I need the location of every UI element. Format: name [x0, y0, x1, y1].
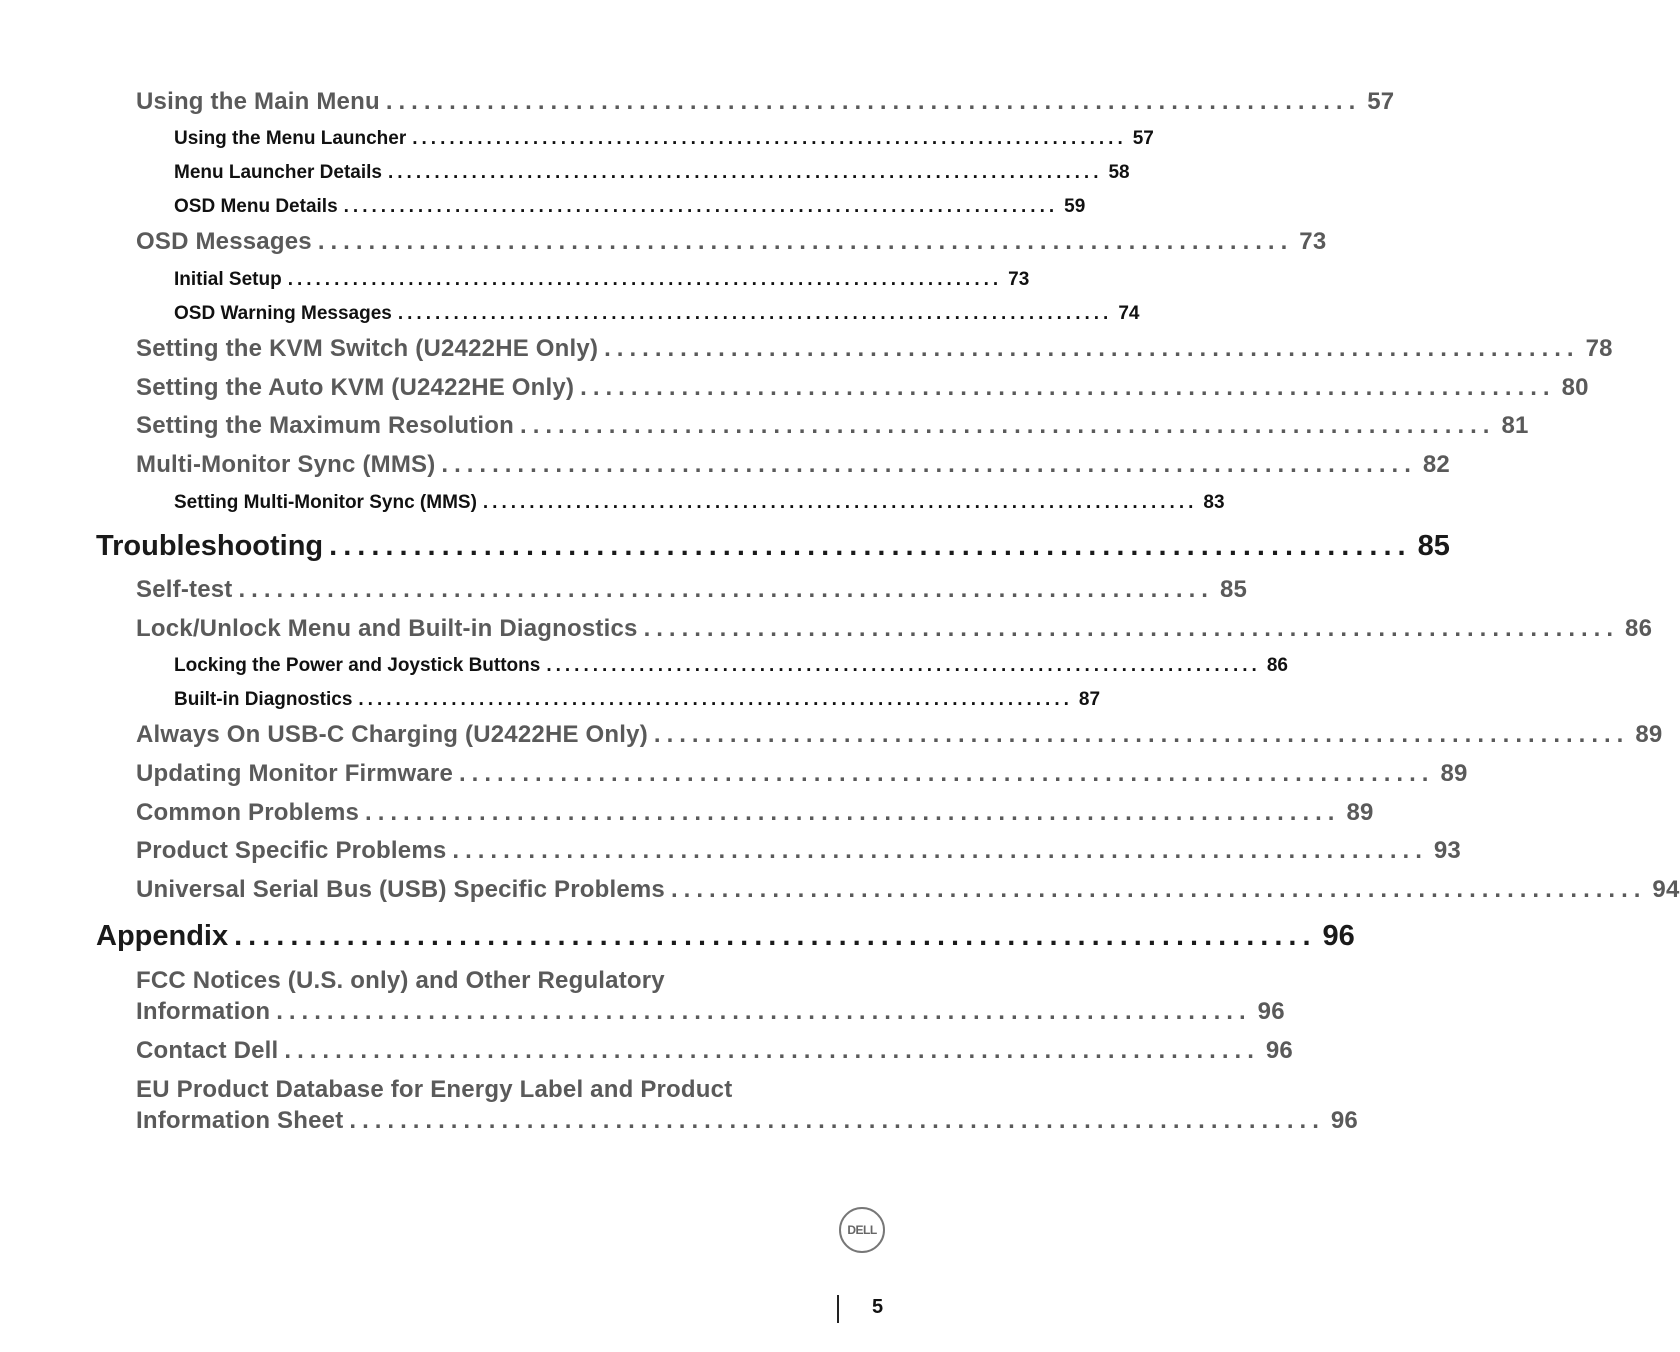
toc-entry-title: Initial Setup [174, 269, 282, 290]
toc-entry-title-line1[interactable]: EU Product Database for Energy Label and Product [136, 1076, 733, 1103]
dot-leader: ............................................................................. [317, 228, 1294, 255]
dot-leader: ............................................................................. [653, 721, 1630, 748]
toc-entry-title: OSD Menu Details [174, 196, 338, 217]
toc-entry-page: 96 [1265, 1037, 1293, 1064]
toc-entry-page: 96 [1322, 920, 1355, 952]
toc-entry[interactable] [174, 196, 1086, 218]
toc-entry-title: Multi-Monitor Sync (MMS) [136, 451, 436, 478]
toc-entry-page: 87 [1078, 689, 1101, 710]
dot-leader: ............................................................................. [349, 1107, 1325, 1134]
toc-entry[interactable] [174, 655, 1288, 677]
dot-leader: ............................................................................. [643, 615, 1620, 642]
toc-entry[interactable] [136, 412, 1529, 440]
toc-entry-title: OSD Messages [136, 228, 312, 255]
toc-entry[interactable] [136, 760, 1468, 788]
dot-leader: ............................................................................. [546, 655, 1261, 676]
toc-entry[interactable] [136, 837, 1461, 865]
toc-entry-page: 83 [1203, 492, 1225, 513]
toc-entry-title: Setting the Auto KVM (U2422HE Only) [136, 374, 575, 401]
dot-leader: ............................................................................. [441, 451, 1417, 478]
toc-entry-page: 86 [1625, 615, 1653, 642]
toc-entry-title: Built-in Diagnostics [174, 689, 353, 710]
toc-entry-title: Troubleshooting [96, 530, 324, 562]
dell-logo: DELL [839, 1207, 885, 1253]
footer-separator [837, 1295, 839, 1323]
dot-leader: ............................................................................. [397, 303, 1113, 324]
dot-leader: ............................................................................. [234, 920, 1317, 952]
toc-entry-page: 58 [1108, 162, 1130, 183]
toc-entry-title: Universal Serial Bus (USB) Specific Problems [136, 876, 665, 903]
toc-entry-page: 89 [1440, 760, 1468, 787]
toc-entry[interactable] [174, 303, 1140, 325]
toc-entry-page: 96 [1257, 998, 1285, 1025]
dot-leader: ............................................................................. [238, 576, 1214, 603]
toc-entry-page: 96 [1330, 1107, 1358, 1134]
toc-entry-page: 89 [1346, 799, 1374, 826]
toc-entry-title: Using the Menu Launcher [174, 128, 407, 149]
toc-entry-page: 82 [1422, 451, 1450, 478]
toc-entry-title: Updating Monitor Firmware [136, 760, 453, 787]
dot-leader: ............................................................................. [287, 269, 1003, 290]
dot-leader: ............................................................................. [670, 876, 1647, 903]
toc-entry[interactable] [136, 876, 1680, 904]
toc-entry[interactable] [136, 615, 1653, 643]
toc-entry[interactable] [136, 799, 1374, 827]
toc-entry-page: 85 [1417, 530, 1450, 562]
dot-leader: ............................................................................. [365, 799, 1341, 826]
toc-entry-page: 93 [1433, 837, 1461, 864]
toc-entry[interactable] [136, 576, 1248, 604]
toc-entry-title: Information Sheet [136, 1107, 344, 1134]
toc-entry[interactable] [136, 451, 1450, 479]
toc-entry-page: 57 [1367, 88, 1395, 115]
toc-entry-page: 59 [1064, 196, 1086, 217]
toc-entry[interactable] [136, 1107, 1358, 1135]
toc-entry[interactable] [136, 998, 1285, 1026]
toc-entry-page: 86 [1266, 655, 1288, 676]
dot-leader: ............................................................................. [482, 492, 1198, 513]
toc-entry[interactable] [136, 88, 1395, 116]
page-number: 5 [872, 1296, 884, 1318]
dot-leader: ............................................................................. [459, 760, 1435, 787]
toc-entry-page: 73 [1008, 269, 1030, 290]
toc-entry-title: Setting the KVM Switch (U2422HE Only) [136, 335, 599, 362]
toc-entry-title: Setting Multi-Monitor Sync (MMS) [174, 492, 477, 513]
toc-entry-page: 81 [1501, 412, 1529, 439]
toc-entry-title: Contact Dell [136, 1037, 279, 1064]
toc-entry-title: Common Problems [136, 799, 360, 826]
toc-entry[interactable] [174, 162, 1130, 184]
toc-entry-page: 73 [1299, 228, 1327, 255]
toc-entry[interactable] [136, 1037, 1293, 1065]
dot-leader: ............................................................................. [358, 689, 1073, 710]
toc-chapter[interactable] [96, 920, 1355, 953]
dot-leader: ............................................................................. [412, 128, 1127, 149]
toc-entry-title: OSD Warning Messages [174, 303, 392, 324]
toc-entry[interactable] [136, 374, 1589, 402]
toc-entry-title: Information [136, 998, 271, 1025]
toc-entry-title: Menu Launcher Details [174, 162, 382, 183]
toc-entry-title: Appendix [96, 920, 229, 952]
dot-leader: ............................................................................. [385, 88, 1362, 115]
toc-entry[interactable] [136, 335, 1613, 363]
toc-entry-title: Always On USB-C Charging (U2422HE Only) [136, 721, 648, 748]
toc-entry-title: Product Specific Problems [136, 837, 447, 864]
toc-entry-page: 78 [1585, 335, 1613, 362]
dot-leader: ............................................................................. [343, 196, 1059, 217]
toc-entry[interactable] [174, 128, 1154, 150]
toc-entry-page: 74 [1118, 303, 1140, 324]
dot-leader: ............................................................................. [520, 412, 1496, 439]
toc-entry[interactable] [174, 689, 1101, 711]
toc-entry-title: Setting the Maximum Resolution [136, 412, 515, 439]
dot-leader: ............................................................................. [580, 374, 1556, 401]
toc-entry-title-line1[interactable]: FCC Notices (U.S. only) and Other Regulatory [136, 967, 665, 994]
toc-entry-page: 94 [1652, 876, 1680, 903]
toc-entry-title: Using the Main Menu [136, 88, 380, 115]
toc-entry-title: Lock/Unlock Menu and Built-in Diagnostics [136, 615, 638, 642]
toc-entry-title: Locking the Power and Joystick Buttons [174, 655, 541, 676]
dot-leader: ............................................................................. [284, 1037, 1260, 1064]
dot-leader: ............................................................................. [604, 335, 1580, 362]
toc-entry[interactable] [174, 269, 1030, 291]
toc-entry[interactable] [136, 721, 1663, 749]
dot-leader: ............................................................................. [329, 530, 1412, 562]
toc-entry[interactable] [174, 492, 1225, 514]
dot-leader: ............................................................................. [388, 162, 1103, 183]
toc-chapter[interactable] [96, 530, 1450, 563]
dot-leader: ............................................................................. [452, 837, 1428, 864]
toc-entry-page: 89 [1635, 721, 1663, 748]
dot-leader: ............................................................................. [276, 998, 1252, 1025]
toc-entry[interactable] [136, 228, 1327, 256]
toc-entry-page: 85 [1219, 576, 1248, 603]
toc-entry-page: 57 [1132, 128, 1154, 149]
toc-entry-title: Self-test [136, 576, 233, 603]
toc-entry-page: 80 [1561, 374, 1589, 401]
